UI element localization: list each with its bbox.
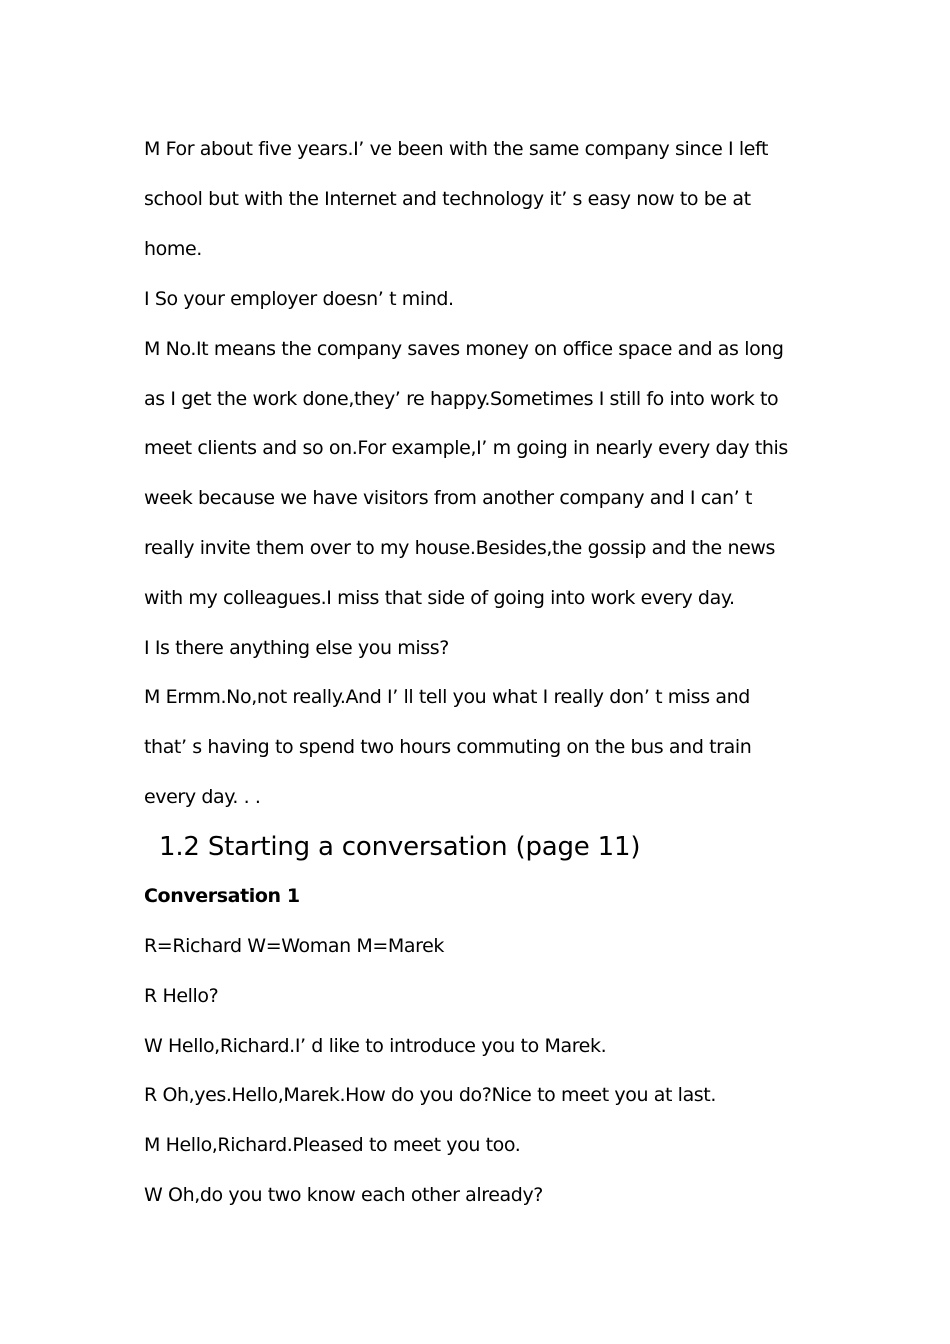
transcript-line: week because we have visitors from another company and I can’ t <box>144 487 753 509</box>
conversation-line: R Oh,yes.Hello,Marek.How do you do?Nice to meet you at last. <box>144 1084 716 1106</box>
transcript-line: M Ermm.No,not really.And I’ ll tell you what I really don’ t miss and <box>144 686 750 708</box>
section-heading: 1.2 Starting a conversation (page 11) <box>159 832 641 862</box>
transcript-line: as I get the work done,they’ re happy.Sometimes I still fo into work to <box>144 388 779 410</box>
transcript-line: I Is there anything else you miss? <box>144 637 449 659</box>
transcript-line: M For about five years.I’ ve been with the same company since I left <box>144 138 769 160</box>
transcript-line: every day. . . <box>144 786 261 808</box>
conversation-subheading: Conversation 1 <box>144 885 300 907</box>
transcript-line: M No.It means the company saves money on office space and as long <box>144 338 784 360</box>
transcript-line: really invite them over to my house.Besides,the gossip and the news <box>144 537 776 559</box>
conversation-line: R=Richard W=Woman M=Marek <box>144 935 444 957</box>
conversation-line: M Hello,Richard.Pleased to meet you too. <box>144 1134 521 1156</box>
conversation-line: W Oh,do you two know each other already? <box>144 1184 543 1206</box>
conversation-line: W Hello,Richard.I’ d like to introduce you to Marek. <box>144 1035 607 1057</box>
conversation-line: R Hello? <box>144 985 219 1007</box>
transcript-line: that’ s having to spend two hours commuting on the bus and train <box>144 736 752 758</box>
transcript-line: school but with the Internet and technology it’ s easy now to be at <box>144 188 751 210</box>
transcript-line: meet clients and so on.For example,I’ m going in nearly every day this <box>144 437 788 459</box>
transcript-line: with my colleagues.I miss that side of going into work every day. <box>144 587 735 609</box>
transcript-line: I So your employer doesn’ t mind. <box>144 288 454 310</box>
transcript-line: home. <box>144 238 202 260</box>
